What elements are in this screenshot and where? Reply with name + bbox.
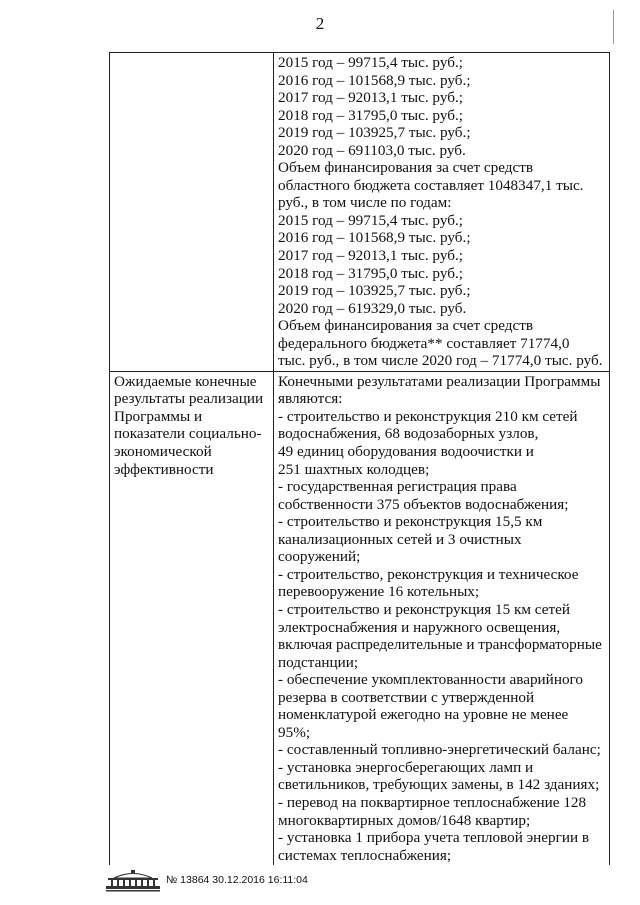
page-number: 2 xyxy=(315,14,325,33)
row-label-line: эффективности xyxy=(114,460,214,478)
financing-text-line: 2017 год – 92013,1 тыс. руб.; xyxy=(278,89,463,107)
financing-text-line: 2015 год – 99715,4 тыс. руб.; xyxy=(278,54,463,71)
results-text-line: - установка 1 прибора учета тепловой энергии в xyxy=(278,829,590,847)
government-building-logo-icon xyxy=(104,868,162,892)
financing-text-line: руб., в том числе по годам: xyxy=(278,194,452,212)
results-text-line: - строительство и реконструкция 15 км сетей xyxy=(278,600,570,618)
results-text-line: резерва в соответствии с утвержденной xyxy=(278,688,535,706)
results-text-line: светильников, требующих замены, в 142 зданиях; xyxy=(278,776,600,794)
results-text-line: - строительство, реконструкция и техническое xyxy=(278,565,579,583)
row-label-line: показатели социально- xyxy=(114,425,262,443)
results-text-line: - перевод на поквартирное теплоснабжение 128 xyxy=(278,793,587,811)
row-label-line: Программы и xyxy=(114,407,203,425)
financing-text-line: 2017 год – 92013,1 тыс. руб.; xyxy=(278,247,463,265)
results-text-line: являются: xyxy=(278,390,343,408)
financing-text-line: 2020 год – 691103,0 тыс. руб. xyxy=(278,141,466,159)
financing-text-line: областного бюджета составляет 1048347,1 тыс. xyxy=(278,176,584,194)
financing-text-line: 2015 год – 99715,4 тыс. руб.; xyxy=(278,211,463,229)
results-text-line: - государственная регистрация права xyxy=(278,478,517,496)
results-text-line: Конечными результатами реализации Программы xyxy=(278,372,601,390)
results-text-line: 49 единиц оборудования водоочистки и xyxy=(278,443,534,461)
results-text-line: электроснабжения и наружного освещения, xyxy=(278,618,561,636)
financing-text-line: тыс. руб., в том числе 2020 год – 71774,0 тыс. руб. xyxy=(278,352,603,370)
financing-text-line: 2018 год – 31795,0 тыс. руб.; xyxy=(278,264,463,282)
table-row xyxy=(110,371,610,865)
financing-text-line: 2016 год – 101568,9 тыс. руб.; xyxy=(278,71,471,89)
results-text-line: водоснабжения, 68 водозаборных узлов, xyxy=(278,425,539,443)
results-text-line: сооружений; xyxy=(278,548,361,566)
financing-text-line: федерального бюджета** составляет 71774,0 xyxy=(278,334,570,352)
financing-text-line: 2019 год – 103925,7 тыс. руб.; xyxy=(278,124,471,142)
results-text-line: перевооружение 16 котельных; xyxy=(278,583,480,601)
row-label-line: Ожидаемые конечные xyxy=(114,372,257,390)
results-text-line: канализационных сетей и 3 очистных xyxy=(278,530,522,548)
results-text-line: собственности 375 объектов водоснабжения; xyxy=(278,495,569,513)
program-passport-table xyxy=(109,52,610,865)
results-text-line: номенклатурой ежегодно на уровне не менее xyxy=(278,706,569,724)
document-footer xyxy=(104,868,404,892)
financing-text-line: 2016 год – 101568,9 тыс. руб.; xyxy=(278,229,471,247)
row-label-line: результаты реализации xyxy=(114,390,264,408)
financing-text-line: 2018 год – 31795,0 тыс. руб.; xyxy=(278,106,463,124)
results-text-line: 251 шахтных колодцев; xyxy=(278,460,430,478)
row1-content-cell xyxy=(274,53,610,372)
row-label-line: экономической xyxy=(114,443,212,461)
financing-text-line: Объем финансирования за счет средств xyxy=(278,317,534,335)
row2-label-cell xyxy=(110,371,274,865)
results-text-line: - составленный топливно-энергетический баланс; xyxy=(278,741,601,759)
results-text-line: подстанции; xyxy=(278,653,359,671)
row1-label-cell xyxy=(110,53,274,372)
table-row xyxy=(110,53,610,372)
financing-text-line: 2019 год – 103925,7 тыс. руб.; xyxy=(278,282,471,300)
document-registration-info: № 13864 30.12.2016 16:11:04 xyxy=(166,874,308,886)
results-text-line: - строительство и реконструкция 15,5 км xyxy=(278,513,543,531)
financing-text-line: Объем финансирования за счет средств xyxy=(278,159,534,177)
results-text-line: многоквартирных домов/1648 квартир; xyxy=(278,811,531,829)
results-text-line: - установка энергосберегающих ламп и xyxy=(278,758,534,776)
results-text-line: - обеспечение укомплектованности аварийного xyxy=(278,671,583,689)
results-text-line: включая распределительные и трансформаторные xyxy=(278,636,602,654)
scan-edge-mark xyxy=(613,10,614,44)
results-text-line: системах теплоснабжения; xyxy=(278,846,452,864)
row2-content-cell xyxy=(274,371,610,865)
financing-text-line: 2020 год – 619329,0 тыс. руб. xyxy=(278,299,467,317)
results-text-line: - строительство и реконструкция 210 км сетей xyxy=(278,407,578,425)
results-text-line: 95%; xyxy=(278,723,311,741)
